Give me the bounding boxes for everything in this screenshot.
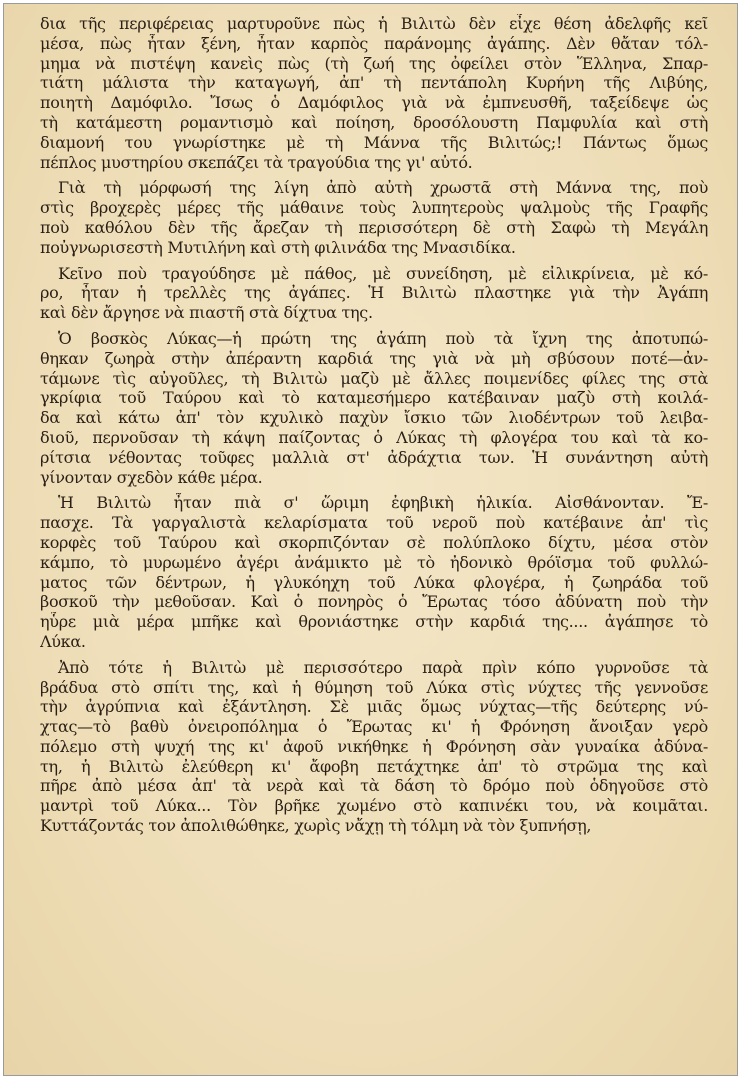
paragraph-line: καὶ δὲν ἄργησε νὰ πιαστῆ στὰ δίχτυα της. [40, 303, 373, 323]
paragraph-line: στὶς βροχερὲς μέρες τῆς μάθαινε τοὺς λυπητεροὺς ψαλμοὺς τῆς Γραφῆς [40, 198, 708, 218]
paragraph-line: Γιὰ τὴ μόρφωσή της λίγη ἀπὸ αὐτὴ χρωστᾶ στὴ Μάννα της, ποὺ [58, 178, 708, 198]
paragraph-line: διαμονή του γνωρίστηκε μὲ τὴ Μάννα τῆς Βιλιτώς;! Πάντως ὅμως [40, 132, 708, 152]
paragraph-line: χτας—τὸ βαθὺ ὀνειροπόλημα ὁ Ἔρωτας κι' ἡ Φρόνηση ἄνοιξαν γερὸ [40, 717, 708, 737]
paragraph-line: διοῦ, περνοῦσαν τὴ κάψη παίζοντας ὁ Λύκας τὴ φλογέρα του καὶ τὰ κο- [40, 427, 708, 447]
paragraph-line: τὴν ἀγρύπνια καὶ ἐξάντληση. Σὲ μιᾶς ὅμως νύχτας—τῆς δεύτερης νύ- [40, 697, 708, 717]
paragraph-line: ρίτσια νέθοντας τοῦφες μαλλιὰ στ' ἀδράχτια των. Ἡ συνάντηση αὐτὴ [40, 447, 708, 467]
paragraph-line: βοσκοῦ τὴν μεθοῦσαν. Καὶ ὁ πονηρὸς ὁ Ἔρωτας τόσο ἀδύνατη ποὺ τὴν [40, 592, 708, 612]
paragraph-line: κάμπο, τὸ μυρωμένο ἀγέρι ἀνάμικτο μὲ τὸ ἠδονικὸ θρόϊσμα τοῦ φυλλώ- [40, 552, 708, 572]
paragraph-line: Κεῖνο ποὺ τραγούδησε μὲ πάθος, μὲ συνείδηση, μὲ εἰλικρίνεια, μὲ κό- [58, 263, 708, 283]
scanned-page [3, 3, 738, 1076]
paragraph-line: μέσα, πὼς ἦταν ξένη, ἦταν καρπὸς παράνομης ἀγάπης. Δὲν θἄταν τόλ- [40, 33, 708, 53]
paragraph-line: μημα νὰ πιστέψη κανεὶς πὼς (τὴ ζωή της ὀφείλει στὸν Ἕλληνα, Σπαρ- [40, 53, 708, 73]
paragraph-line: γκρίφια τοῦ Ταύρου καὶ τὸ καταμεσήμερο κατέβαιναν μαζὺ στὴ κοιλά- [40, 388, 708, 408]
paragraph-line: μαντρὶ τοῦ Λύκα... Τὸν βρῆκε χωμένο στὸ καπινέκι του, νὰ κοιμᾶται. [40, 796, 708, 816]
paragraph-line: δα καὶ κάτω ἀπ' τὸν κχυλικὸ παχὺν ἴσκιο τῶν λιοδέντρων τοῦ λειβα- [40, 408, 708, 428]
paragraph-line: ποὐγνωρισεστὴ Μυτιλήνη καὶ στὴ φιλινάδα της Μνασιδίκα. [40, 237, 516, 257]
paragraph-line: πῆρε ἀπὸ μέσα ἀπ' τὰ νερὰ καὶ τὰ δάση τὸ δρόμο ποὺ ὁδηγοῦσε στὸ [40, 776, 708, 796]
paragraph-line: ματος τῶν δέντρων, ἡ γλυκόηχη τοῦ Λύκα φλογέρα, ἡ ζωηράδα τοῦ [40, 572, 708, 592]
paragraph-line: Ἀπὸ τότε ἡ Βιλιτὼ μὲ περισσότερο παρὰ πρὶν κόπο γυρνοῦσε τὰ [58, 657, 708, 677]
paragraph-line: πόλεμο στὴ ψυχή της κι' ἀφοῦ νικήθηκε ἡ Φρόνηση σὰν γυναίκα ἀδύνα- [40, 736, 708, 756]
paragraph-line: γίνονταν σχεδὸν κάθε μέρα. [40, 467, 263, 487]
paragraph-line: ρο, ἦταν ἡ τρελλὲς της ἀγάπες. Ἡ Βιλιτὼ πλαστηκε γιὰ τὴν Ἀγάπη [40, 283, 708, 303]
paragraph-line: ηὗρε μιὰ μέρα μπῆκε καὶ θρονιάστηκε στὴν καρδιά της.... ἀγάπησε τὸ [40, 612, 708, 632]
paragraph-line: κορφὲς τοῦ Ταύρου καὶ σκορπιζόνταν σὲ πολύπλοκο δίχτυ, μέσα στὸν [40, 532, 708, 552]
paragraph-line: τὴ κατάμεστη ρομαντισμὸ καὶ ποίηση, δροσόλουστη Παμφυλία καὶ στὴ [40, 112, 708, 132]
paragraph-line: τάμωνε τὶς αὐγοῦλες, τὴ Βιλιτὼ μαζὺ μὲ ἄλλες ποιμενίδες φίλες της στὰ [40, 368, 708, 388]
paragraph-line: πέπλος μυστηρίου σκεπάζει τὰ τραγούδια της γι' αὐτό. [40, 152, 473, 172]
paragraph-line: Λύκα. [40, 631, 86, 651]
paragraph-line: θηκαν ζωηρὰ στὴν ἀπέραντη καρδιά της γιὰ νὰ μὴ σβύσουν ποτέ—ἀν- [40, 348, 708, 368]
paragraph-line: Ὁ βοσκὸς Λύκας—ἡ πρώτη της ἀγάπη ποὺ τὰ ἴχνη της ἀποτυπώ- [58, 328, 708, 348]
paragraph-line: πασχε. Τὰ γαργαλιστὰ κελαρίσματα τοῦ νεροῦ ποὺ κατέβαινε ἀπ' τὶς [40, 513, 708, 533]
paragraph-line: Ἡ Βιλιτὼ ἦταν πιὰ σ' ὥριμη ἐφηβικὴ ἡλικία. Αἰσθάνονταν. Ἔ- [58, 493, 708, 513]
paragraph-line: βράδυα στὸ σπίτι της, καὶ ἡ θύμηση τοῦ Λύκα στὶς νύχτες τῆς γεννοῦσε [40, 677, 708, 697]
paragraph-line: Κυττάζοντάς τον ἀπολιθώθηκε, χωρὶς νἄχῃ τὴ τόλμη νὰ τὸν ξυπνήσῃ, [40, 816, 592, 836]
paragraph-line: ποιητὴ Δαμόφιλο. Ἴσως ὁ Δαμόφιλος γιὰ νὰ ἐμπνευσθῆ, ταξείδεψε ὡς [40, 93, 708, 113]
paragraph-line: ποὺ καθόλου δὲν τῆς ἄρεζαν τὴ περισσότερη δὲ στὴ Σαφὼ τὴ Μεγάλη [40, 217, 708, 237]
paragraph-line: τιάτη μάλιστα τὴν καταγωγή, ἀπ' τὴ πεντάπολη Κυρήνη τῆς Λιβύης, [40, 73, 708, 93]
paragraph-line: δια τῆς περιφέρειας μαρτυροῦνε πὼς ἡ Βιλιτὼ δὲν εἶχε θέση ἀδελφῆς κεῖ [40, 14, 708, 33]
paragraph-line: τη, ἡ Βιλιτὼ ἐλεύθερη κι' ἄφοβη πετάχτηκε ἀπ' τὸ στρῶμα της καὶ [40, 756, 708, 776]
page-body-text [40, 14, 708, 836]
